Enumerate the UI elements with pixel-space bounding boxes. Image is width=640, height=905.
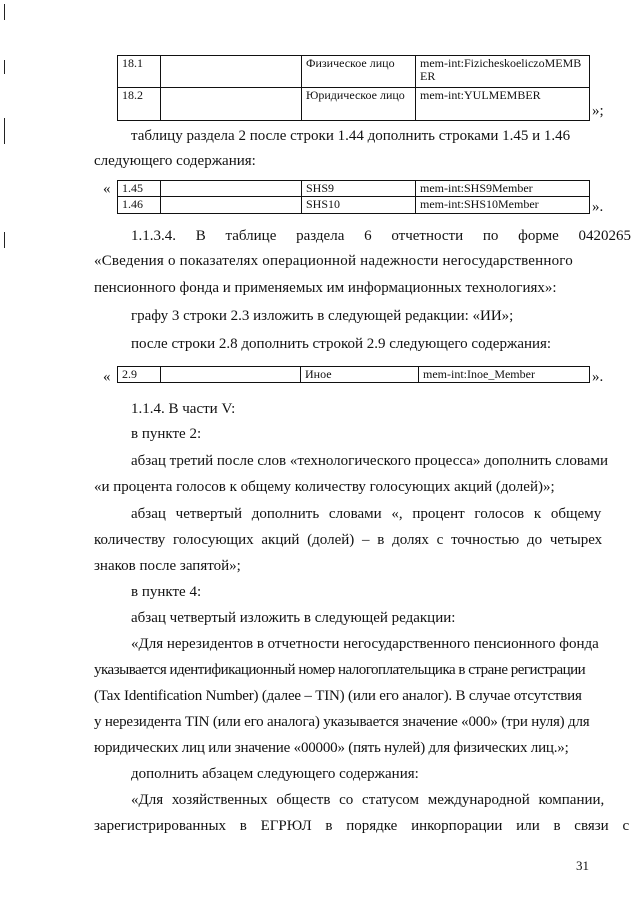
table-row [117, 88, 590, 121]
row-member: mem-int:Inoe_Member [423, 367, 535, 381]
paragraph-line: зарегистрированных в ЕГРЮЛ в порядке инкорпорации или в связи с [94, 818, 630, 834]
opening-quote: « [103, 369, 111, 385]
table-row [117, 366, 590, 383]
row-code: SHS10 [302, 197, 416, 213]
row-number: 2.9 [118, 367, 161, 382]
paragraph-line: у нерезидента TIN (или его аналога) указывается значение «000» (три нуля) для [94, 714, 590, 730]
paragraph-line: дополнить абзацем следующего содержания: [131, 766, 419, 782]
paragraph-line: 1.1.3.4. В таблице раздела 6 отчетности по форме 0420265 [131, 228, 632, 244]
paragraph-line: юридических лиц или значение «00000» (пять нулей) для физических лиц.»; [94, 740, 569, 756]
page-number: 31 [576, 858, 589, 873]
scan-mark [4, 4, 5, 20]
row-code: Иное [301, 367, 419, 382]
opening-quote: « [103, 181, 111, 197]
row-member: mem-int:SHS9Member [420, 181, 533, 195]
closing-quote: ». [592, 199, 604, 215]
paragraph-line: пенсионного фонда и применяемых им информационных технологиях»: [94, 280, 557, 296]
scan-mark [4, 118, 5, 144]
empty-cell [161, 88, 302, 120]
closing-quote: ». [592, 369, 604, 385]
paragraph-line: графу 3 строки 2.3 изложить в следующей редакции: «ИИ»; [131, 308, 514, 324]
paragraph-line: указывается идентификационный номер налогоплательщика в стране регистрации [94, 662, 586, 678]
paragraph-line: абзац четвертый дополнить словами «, процент голосов к общему [131, 506, 602, 522]
table-row [117, 180, 590, 197]
row-code: mem-int:FizicheskoeliczoMEMBER [420, 56, 582, 83]
empty-cell [161, 367, 301, 382]
paragraph-line: следующего содержания: [94, 153, 256, 169]
row-number: 1.46 [118, 197, 161, 213]
table-row [117, 55, 590, 88]
paragraph-line: «Для нерезидентов в отчетности негосударственного пенсионного фонда [131, 636, 599, 652]
row-code: SHS9 [302, 181, 416, 196]
row-name: Физическое лицо [302, 56, 416, 87]
paragraph-line [131, 128, 596, 145]
row-number: 1.45 [118, 181, 161, 196]
paragraph-line: абзац четвертый изложить в следующей редакции: [131, 610, 456, 626]
paragraph-line: «Сведения о показателях операционной надежности негосударственного [94, 253, 573, 269]
row-member: mem-int:SHS10Member [420, 197, 539, 211]
paragraph-text: таблицу раздела 2 после строки 1.44 дополнить строками 1.45 и 1.46 [131, 128, 571, 144]
section-heading: 1.1.4. В части V: [131, 401, 236, 417]
paragraph-line: в пункте 2: [131, 426, 202, 442]
row-name: Юридическое лицо [302, 88, 416, 120]
scan-mark [4, 232, 5, 248]
paragraph-line: «Для хозяйственных обществ со статусом международной компании, [131, 792, 605, 808]
paragraph-line: в пункте 4: [131, 584, 202, 600]
empty-cell [161, 56, 302, 87]
empty-cell [161, 181, 302, 196]
table-row [117, 197, 590, 214]
paragraph-line: после строки 2.8 дополнить строкой 2.9 следующего содержания: [131, 336, 552, 352]
paragraph-line: (Tax Identification Number) (далее – TIN) (или его аналог). В случае отсутствия [94, 688, 582, 704]
scan-mark [4, 60, 5, 74]
paragraph-line: знаков после запятой»; [94, 558, 241, 574]
empty-cell [161, 197, 302, 213]
row-code: mem-int:YULMEMBER [420, 88, 541, 102]
row-number: 18.2 [118, 88, 161, 120]
closing-quote: »; [592, 103, 604, 119]
paragraph-line: абзац третий после слов «технологического процесса» дополнить словами [131, 453, 608, 469]
row-number: 18.1 [118, 56, 161, 87]
paragraph-line: «и процента голосов к общему количеству голосующих акций (долей)»; [94, 479, 555, 495]
paragraph-line: количеству голосующих акций (долей) – в долях с точностью до четырех [94, 532, 603, 548]
